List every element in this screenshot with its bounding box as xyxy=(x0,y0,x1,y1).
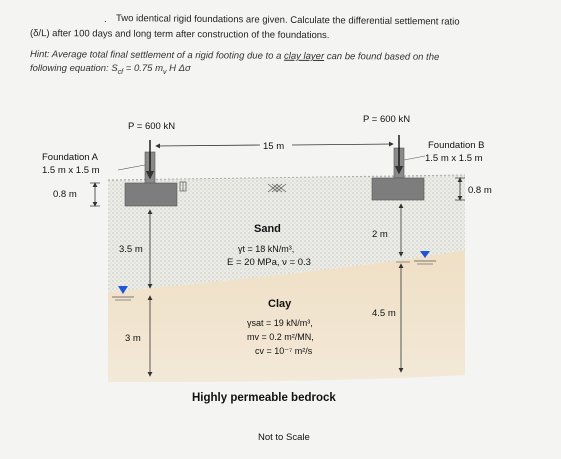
question-line-1: Two identical rigid foundations are given. Calculate the differential settlement ratio xyxy=(115,13,460,28)
load-a-label: P = 600 kN xyxy=(128,121,176,132)
clay-mv: mv = 0.2 m²/MN, xyxy=(247,332,314,342)
clay-cv: cv = 10⁻⁷ m²/s xyxy=(255,346,313,356)
hint-equation-start: following equation: S xyxy=(30,63,118,74)
load-b-label: P = 600 kN xyxy=(363,114,411,125)
clay-title: Clay xyxy=(268,298,292,310)
hint-underlined: clay layer xyxy=(283,50,325,63)
sand-title: Sand xyxy=(254,223,281,235)
foundation-b-footing xyxy=(372,178,424,200)
sand-modulus: E = 20 MPa, ν = 0.3 xyxy=(227,257,311,268)
question-number-marker: . xyxy=(104,14,107,25)
depth-b-label: 0.8 m xyxy=(468,185,492,196)
scale-note: Not to Scale xyxy=(258,432,310,443)
hint-equation-end: H Δσ xyxy=(166,63,191,74)
hint-equation-mid: = 0.75 m xyxy=(123,63,163,74)
sand-thickness-left: 3.5 m xyxy=(119,244,143,255)
hint-prefix: Hint: Average total final settlement of a rigid footing due to a xyxy=(29,49,285,62)
depth-a-label: 0.8 m xyxy=(53,189,77,200)
foundation-b-title: Foundation B xyxy=(428,140,485,151)
foundation-a-leader xyxy=(118,165,145,170)
question-line-2: (δ/L) after 100 days and long term after construction of the foundations. xyxy=(29,28,330,42)
spacing-dimension-right xyxy=(292,144,393,145)
hint-subscript: cf xyxy=(117,68,124,76)
foundation-b-size: 1.5 m x 1.5 m xyxy=(425,153,483,164)
clay-thickness-left: 3 m xyxy=(125,333,141,344)
foundation-a-title: Foundation A xyxy=(42,152,98,163)
foundation-a-size: 1.5 m x 1.5 m xyxy=(42,165,100,176)
bedrock-label: Highly permeable bedrock xyxy=(192,392,336,404)
clay-unit-weight: γsat = 19 kN/m³, xyxy=(247,318,313,328)
hint-mv-subscript: v xyxy=(163,68,167,76)
sand-thickness-right: 2 m xyxy=(372,229,388,240)
foundation-a-footing xyxy=(125,183,177,206)
sand-unit-weight: γt = 18 kN/m³, xyxy=(238,244,295,254)
clay-thickness-right: 4.5 m xyxy=(372,308,396,319)
spacing-label: 15 m xyxy=(263,141,285,152)
spacing-dimension-left xyxy=(156,145,260,146)
hint-suffix: can be found based on the xyxy=(324,51,440,63)
foundation-b-leader xyxy=(404,156,425,160)
